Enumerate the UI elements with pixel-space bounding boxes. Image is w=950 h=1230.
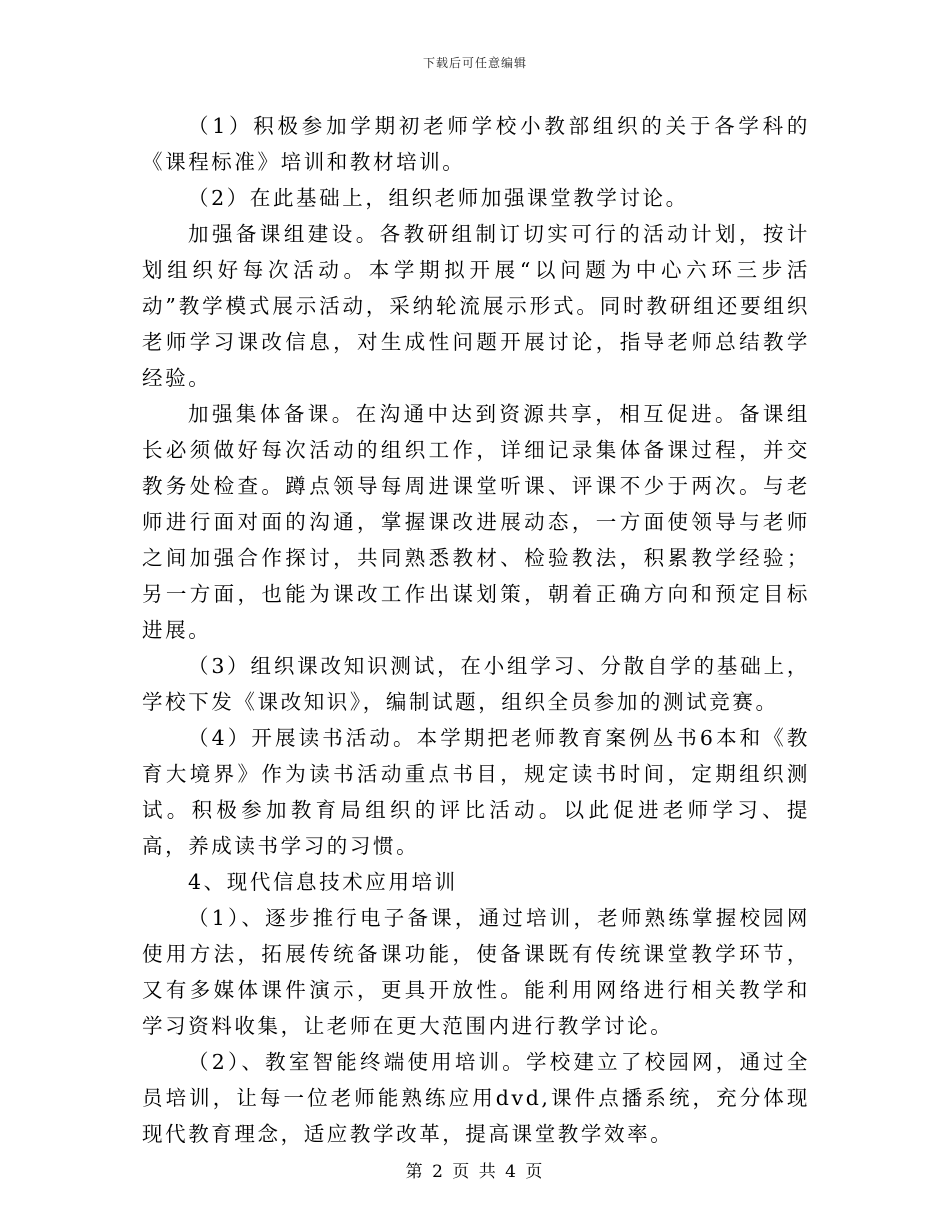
page-footer: 第 2 页 共 4 页 bbox=[405, 1162, 545, 1182]
paragraph-3: 加强备课组建设。各教研组制订切实可行的活动计划，按计划组织好每次活动。本学期拟开展“以问题为中心六环三步活动”教学模式展示活动，采纳轮流展示形式。同时教研组还要组织老师学习课改信息，对生成性问题开展讨论，指导老师总结教学经验。 bbox=[142, 222, 810, 390]
paragraph-2: （2）在此基础上，组织老师加强课堂教学讨论。 bbox=[188, 186, 689, 210]
paragraph-5: （3）组织课改知识测试，在小组学习、分散自学的基础上，学校下发《课改知识》，编制试题，组织全员参加的测试竞赛。 bbox=[142, 654, 810, 714]
paragraph-7: （1）、逐步推行电子备课，通过培训，老师熟练掌握校园网使用方法，拓展传统备课功能，使备课既有传统课堂教学环节，又有多媒体课件演示，更具开放性。能利用网络进行相关教学和学习资料收集，让老师在更大范围内进行教学讨论。 bbox=[142, 906, 810, 1038]
paragraph-4: 加强集体备课。在沟通中达到资源共享，相互促进。备课组长必须做好每次活动的组织工作，详细记录集体备课过程，并交教务处检查。蹲点领导每周进课堂听课、评课不少于两次。与老师进行面对面的沟通，掌握课改进展动态，一方面使领导与老师之间加强合作探讨，共同熟悉教材、检验教法，积累教学经验；另一方面，也能为课改工作出谋划策，朝着正确方向和预定目标进展。 bbox=[142, 402, 810, 642]
section-heading-4: 4、现代信息技术应用培训 bbox=[188, 870, 458, 894]
paragraph-1: （1）积极参加学期初老师学校小教部组织的关于各学科的《课程标准》培训和教材培训。 bbox=[142, 114, 810, 174]
paragraph-6: （4）开展读书活动。本学期把老师教育案例丛书6本和《教育大境界》作为读书活动重点书目，规定读书时间，定期组织测试。积极参加教育局组织的评比活动。以此促进老师学习、提高，养成读书学习的习惯。 bbox=[142, 726, 810, 858]
paragraph-8: （2）、教室智能终端使用培训。学校建立了校园网，通过全员培训，让每一位老师能熟练应用dvd,课件点播系统，充分体现现代教育理念，适应教学改革，提高课堂教学效率。 bbox=[142, 1050, 810, 1146]
page-header: 下载后可任意编辑 bbox=[422, 56, 527, 70]
document-body bbox=[142, 108, 810, 1152]
